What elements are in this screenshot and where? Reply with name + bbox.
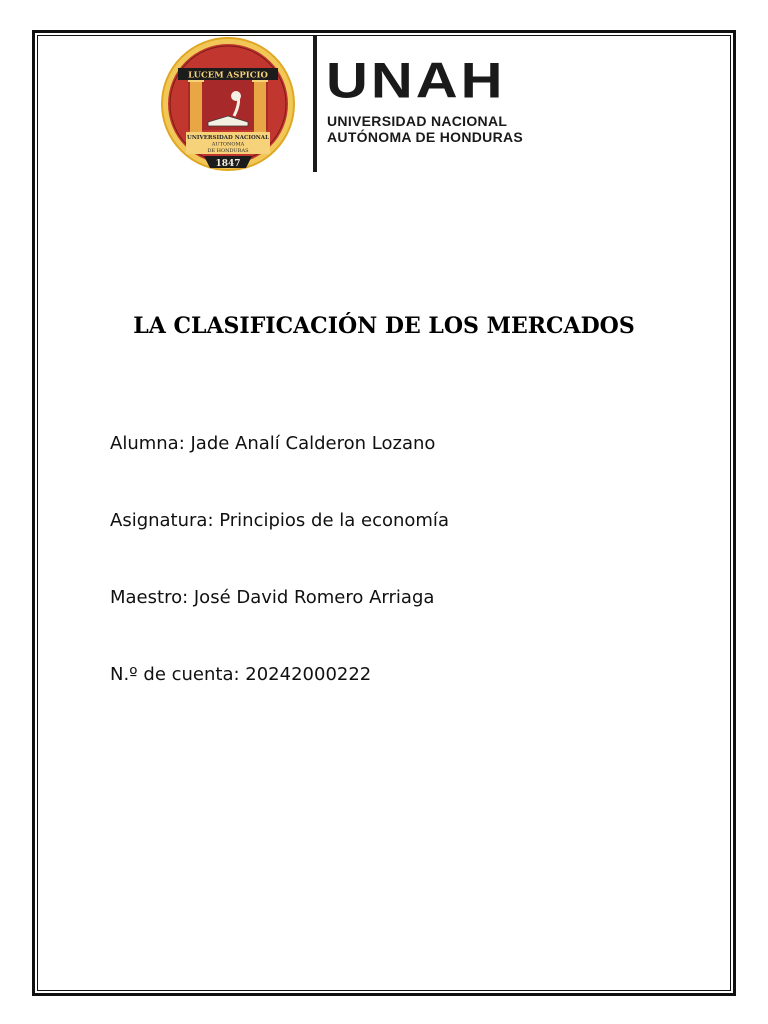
document-title: LA CLASIFICACIÓN DE LOS MERCADOS bbox=[133, 313, 635, 339]
unah-name-line1: UNIVERSIDAD NACIONAL bbox=[327, 113, 508, 129]
seal-year: 1847 bbox=[215, 159, 241, 169]
subject-field: Asignatura: Principios de la economía bbox=[110, 510, 449, 531]
unah-name-line2: AUTÓNOMA DE HONDURAS bbox=[327, 129, 524, 145]
unah-logo-acronym: UNAH bbox=[326, 52, 506, 109]
seal-ring-line2: AUTONOMA bbox=[211, 141, 245, 148]
logo-divider bbox=[313, 36, 317, 172]
seal-banner-text: LUCEM ASPICIO bbox=[188, 70, 268, 81]
university-seal-icon bbox=[160, 36, 296, 172]
account-number-field: N.º de cuenta: 20242000222 bbox=[110, 664, 372, 685]
seal-ring-line1: UNIVERSIDAD NACIONAL bbox=[187, 135, 269, 141]
seal-ring-line3: DE HONDURAS bbox=[207, 148, 249, 154]
student-field: Alumna: Jade Analí Calderon Lozano bbox=[110, 433, 436, 454]
teacher-field: Maestro: José David Romero Arriaga bbox=[110, 587, 435, 608]
